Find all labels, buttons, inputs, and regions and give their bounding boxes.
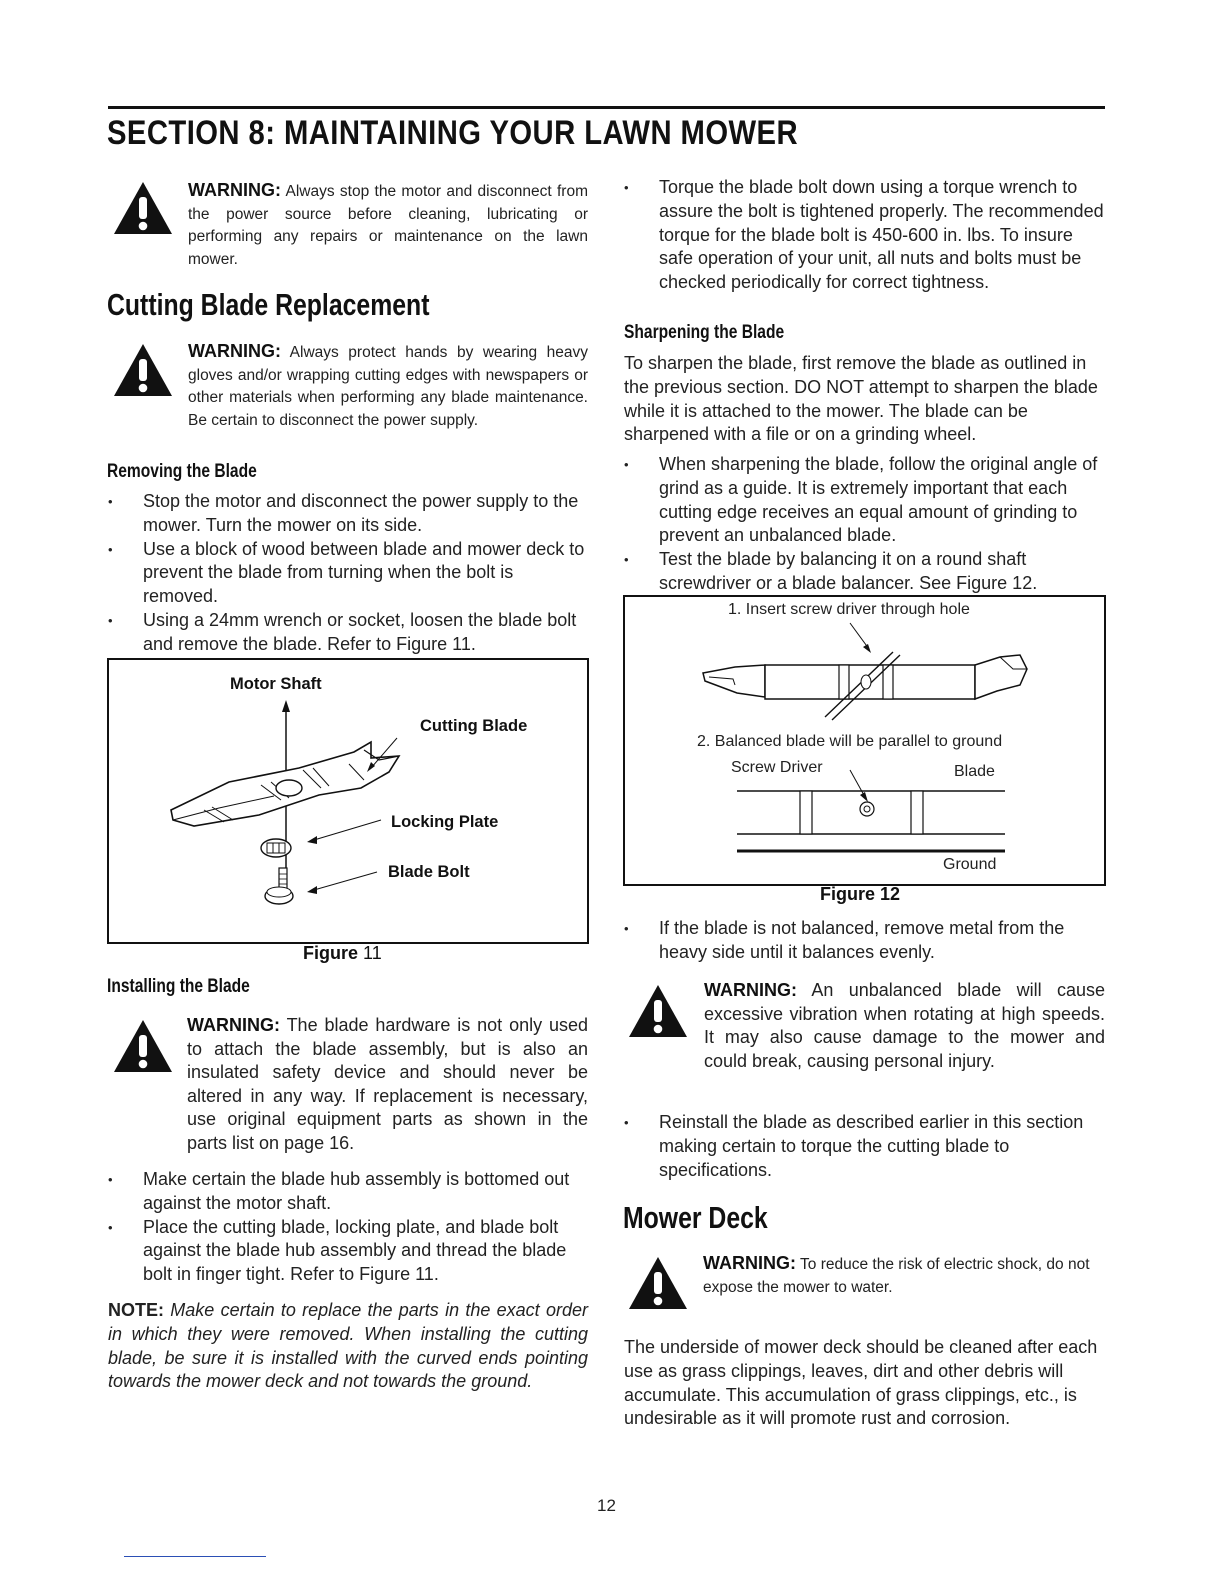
top-rule bbox=[108, 106, 1105, 109]
footer-line bbox=[124, 1556, 266, 1557]
page-number: 12 bbox=[597, 1496, 616, 1515]
mower-deck-heading: Mower Deck bbox=[623, 1200, 768, 1235]
blade-bolt-label: Blade Bolt bbox=[388, 863, 470, 881]
warning-icon bbox=[112, 1018, 174, 1074]
figure-12-caption-text: Figure 12 bbox=[820, 884, 901, 904]
cutting-blade-label: Cutting Blade bbox=[420, 717, 528, 735]
figure-11-caption-word: Figure bbox=[303, 943, 359, 963]
installation-note bbox=[108, 1299, 588, 1394]
list-item: • When sharpening the blade, follow the original angle of grind as a guide. It is extremely important that each cutting edge receives an equal amount of grinding to prevent an unbalanced blade. bbox=[624, 453, 1106, 548]
list-item: • Make certain the blade hub assembly is bottomed out against the motor shaft. bbox=[108, 1168, 590, 1216]
cutting-warning bbox=[188, 340, 588, 432]
motor-shaft-label: Motor Shaft bbox=[230, 675, 322, 693]
list-item: • Using a 24mm wrench or socket, loosen the blade bolt and remove the blade. Refer to Figure 11. bbox=[108, 609, 590, 657]
sharpening-the-blade-heading: Sharpening the Blade bbox=[624, 322, 785, 343]
warning-label: WARNING: bbox=[188, 180, 281, 200]
balance-step bbox=[624, 917, 1106, 965]
note-label: NOTE: bbox=[108, 1300, 164, 1320]
figure-12 bbox=[623, 595, 1106, 886]
warning-label: WARNING: bbox=[187, 1015, 280, 1035]
warning-label: WARNING: bbox=[704, 980, 797, 1000]
unbalanced-warning bbox=[704, 979, 1105, 1073]
blade-assembly-drawing bbox=[109, 660, 587, 942]
list-item: • Place the cutting blade, locking plate, and blade bolt against the blade hub assembly and thread the blade bolt in finger tight. Refer to Figure 11. bbox=[108, 1216, 590, 1287]
list-item: • Torque the blade bolt down using a torque wrench to assure the bolt is tightened properly. The recommended torque for the blade bolt is 450-600 in. lbs. To insure safe operation of your unit, all nuts and bolts must be checked periodically for correct tightness. bbox=[624, 176, 1106, 295]
section-title: SECTION 8: MAINTAINING YOUR LAWN MOWER bbox=[107, 114, 799, 152]
general-warning-text: Always stop the motor and disconnect from the power source before cleaning, lubricating or performing any repairs or maintenance on the lawn mower. bbox=[188, 183, 588, 268]
installing-warning-text: The blade hardware is not only used to attach the blade assembly, but is also an insulated safety device and should never be altered in any way. If replacement is necessary, use original equipment parts as shown in the parts list on page 16. bbox=[187, 1015, 588, 1153]
list-item: • Stop the motor and disconnect the power supply to the mower. Turn the mower on its side. bbox=[108, 490, 590, 538]
list-item: • Reinstall the blade as described earlier in this section making certain to torque the cutting blade to specifications. bbox=[624, 1111, 1106, 1182]
locking-plate-label: Locking Plate bbox=[391, 813, 499, 831]
ground-label: Ground bbox=[943, 856, 997, 873]
installing-steps bbox=[108, 1168, 590, 1287]
cutting-blade-replacement-heading: Cutting Blade Replacement bbox=[107, 287, 430, 322]
removing-steps bbox=[108, 490, 590, 657]
warning-label: WARNING: bbox=[703, 1253, 796, 1273]
figure-12-caption bbox=[820, 884, 900, 905]
deck-warning bbox=[703, 1252, 1106, 1299]
deck-cleaning-paragraph: The underside of mower deck should be cleaned after each use as grass clippings, leaves, dirt and other debris will accumulate. This accumulation of grass clippings, etc., is undesirable as it will promote rust and corrosion. bbox=[624, 1337, 1098, 1429]
installing-the-blade-heading: Installing the Blade bbox=[107, 976, 250, 997]
list-item: • If the blade is not balanced, remove metal from the heavy side until it balances evenly. bbox=[624, 917, 1106, 965]
step-2-label: 2. Balanced blade will be parallel to ground bbox=[697, 733, 1003, 750]
sharpening-steps bbox=[624, 453, 1106, 596]
warning-icon bbox=[627, 983, 689, 1039]
reinstall-step bbox=[624, 1111, 1106, 1182]
general-warning bbox=[188, 179, 588, 271]
torque-step bbox=[624, 176, 1106, 295]
installing-warning bbox=[187, 1014, 588, 1155]
sharpening-intro: To sharpen the blade, first remove the blade as outlined in the previous section. DO NOT attempt to sharpen the blade while it is attached to the mower. The blade can be sharpened with a file or on a grinding wheel. bbox=[624, 353, 1098, 445]
cutting-warning-text: Always protect hands by wearing heavy gloves and/or wrapping cutting edges with newspapers or other materials when performing any blade maintenance. Be certain to disconnect the power supply. bbox=[188, 344, 588, 429]
step-1-label: 1. Insert screw driver through hole bbox=[728, 601, 970, 618]
warning-icon bbox=[112, 180, 174, 236]
figure-11 bbox=[107, 658, 589, 944]
list-item: • Test the blade by balancing it on a round shaft screwdriver or a blade balancer. See Figure 12. bbox=[624, 548, 1106, 596]
warning-icon bbox=[627, 1255, 689, 1311]
figure-11-caption bbox=[303, 943, 382, 964]
list-item: • Use a block of wood between blade and mower deck to prevent the blade from turning when the bolt is removed. bbox=[108, 538, 590, 609]
warning-label: WARNING: bbox=[188, 341, 281, 361]
blade-label: Blade bbox=[954, 763, 995, 780]
screw-driver-label: Screw Driver bbox=[731, 759, 823, 776]
warning-icon bbox=[112, 342, 174, 398]
note-text: Make certain to replace the parts in the exact order in which they were removed. When installing the cutting blade, be sure it is installed with the curved ends pointing towards the mower deck and not towards the ground. bbox=[108, 1300, 588, 1392]
unbalanced-warning-text: An unbalanced blade will cause excessive vibration when rotating at high speeds. It may also cause damage to the mower and could break, causing personal injury. bbox=[704, 980, 1105, 1071]
figure-11-caption-number: 11 bbox=[363, 943, 382, 963]
deck-warning-text: To reduce the risk of electric shock, do not expose the mower to water. bbox=[703, 1256, 1090, 1296]
removing-the-blade-heading: Removing the Blade bbox=[107, 461, 257, 482]
